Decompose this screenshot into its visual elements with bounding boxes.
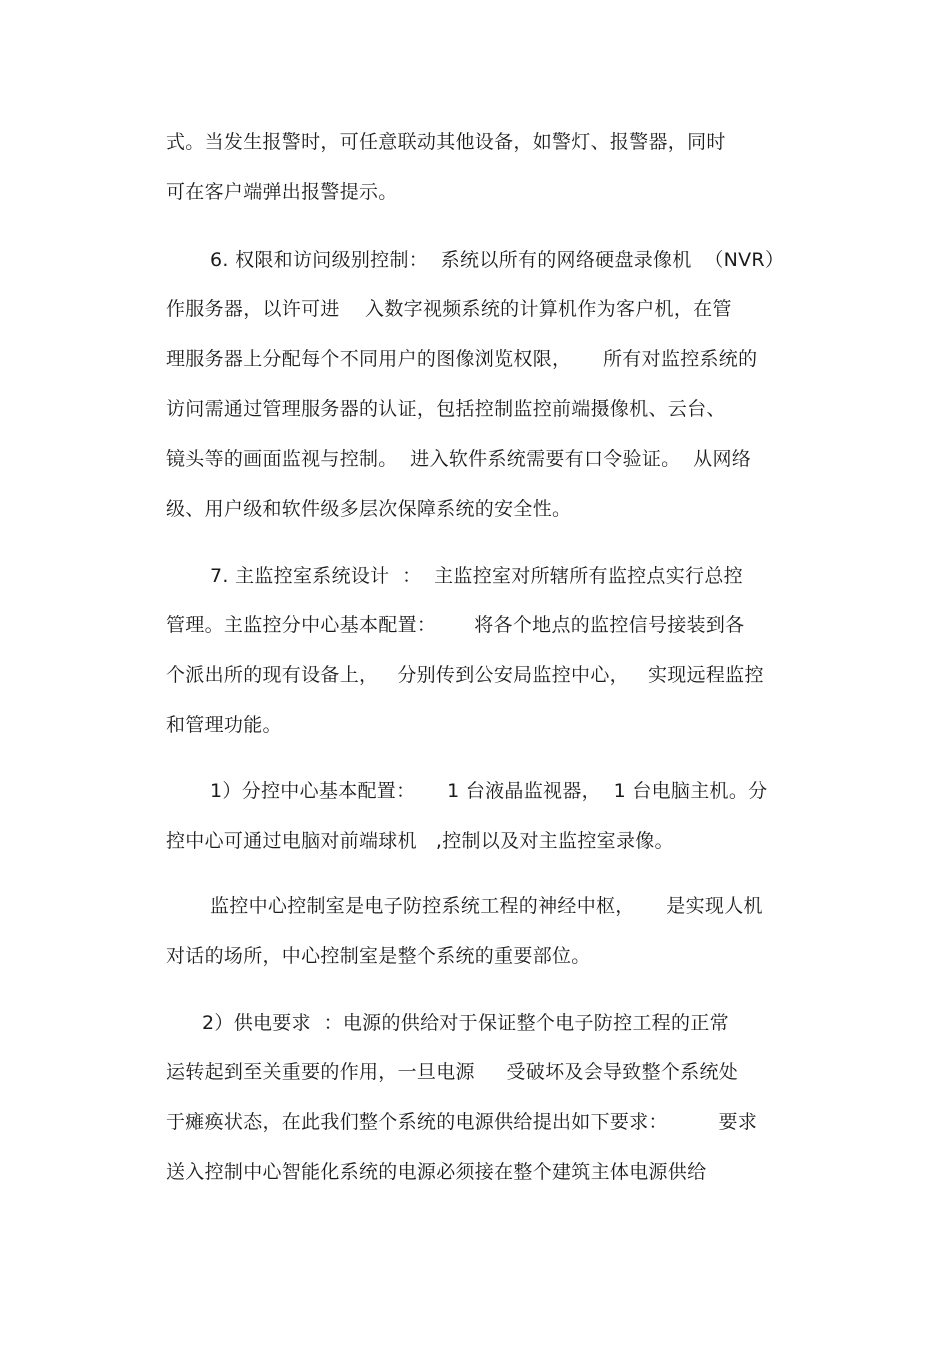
- text-line: 管理。主监控分中心基本配置： 将各个地点的监控信号接装到各: [166, 614, 745, 636]
- text-line: 控中心可通过电脑对前端球机 ,控制以及对主监控室录像。: [166, 830, 674, 852]
- text-line: 于瘫痪状态，在此我们整个系统的电源供给提出如下要求： 要求: [166, 1111, 758, 1133]
- text-line: 理服务器上分配每个不同用户的图像浏览权限， 所有对监控系统的: [166, 348, 758, 370]
- text-line: 级、用户级和软件级多层次保障系统的安全性。: [166, 498, 572, 520]
- text-line: 和管理功能。: [166, 714, 282, 736]
- text-line: 运转起到至关重要的作用，一旦电源 受破坏及会导致整个系统处: [166, 1061, 739, 1083]
- text-line: 作服务器，以许可进 入数字视频系统的计算机作为客户机，在管: [166, 298, 732, 320]
- text-line: 送入控制中心智能化系统的电源必须接在整个建筑主体电源供给: [166, 1161, 707, 1183]
- text-line: 个派出所的现有设备上， 分别传到公安局监控中心， 实现远程监控: [166, 664, 764, 686]
- text-line: 镜头等的画面监视与控制。 进入软件系统需要有口令验证。 从网络: [166, 448, 752, 470]
- text-line: 2）供电要求 ：电源的供给对于保证整个电子防控工程的正常: [202, 1012, 729, 1034]
- text-line: 对话的场所，中心控制室是整个系统的重要部位。: [166, 945, 591, 967]
- text-line: 监控中心控制室是电子防控系统工程的神经中枢， 是实现人机: [210, 895, 763, 917]
- text-line: 1）分控中心基本配置： 1 台液晶监视器， 1 台电脑主机。分: [210, 780, 768, 802]
- text-line: 7. 主监控室系统设计 ： 主监控室对所辖所有监控点实行总控: [210, 565, 743, 587]
- text-line: 6. 权限和访问级别控制： 系统以所有的网络硬盘录像机 （NVR）: [210, 249, 785, 271]
- text-line: 式。当发生报警时，可任意联动其他设备，如警灯、报警器，同时: [166, 131, 726, 153]
- text-line: 访问需通过管理服务器的认证，包括控制监控前端摄像机、云台、: [166, 398, 726, 420]
- text-line: 可在客户端弹出报警提示。: [166, 181, 398, 203]
